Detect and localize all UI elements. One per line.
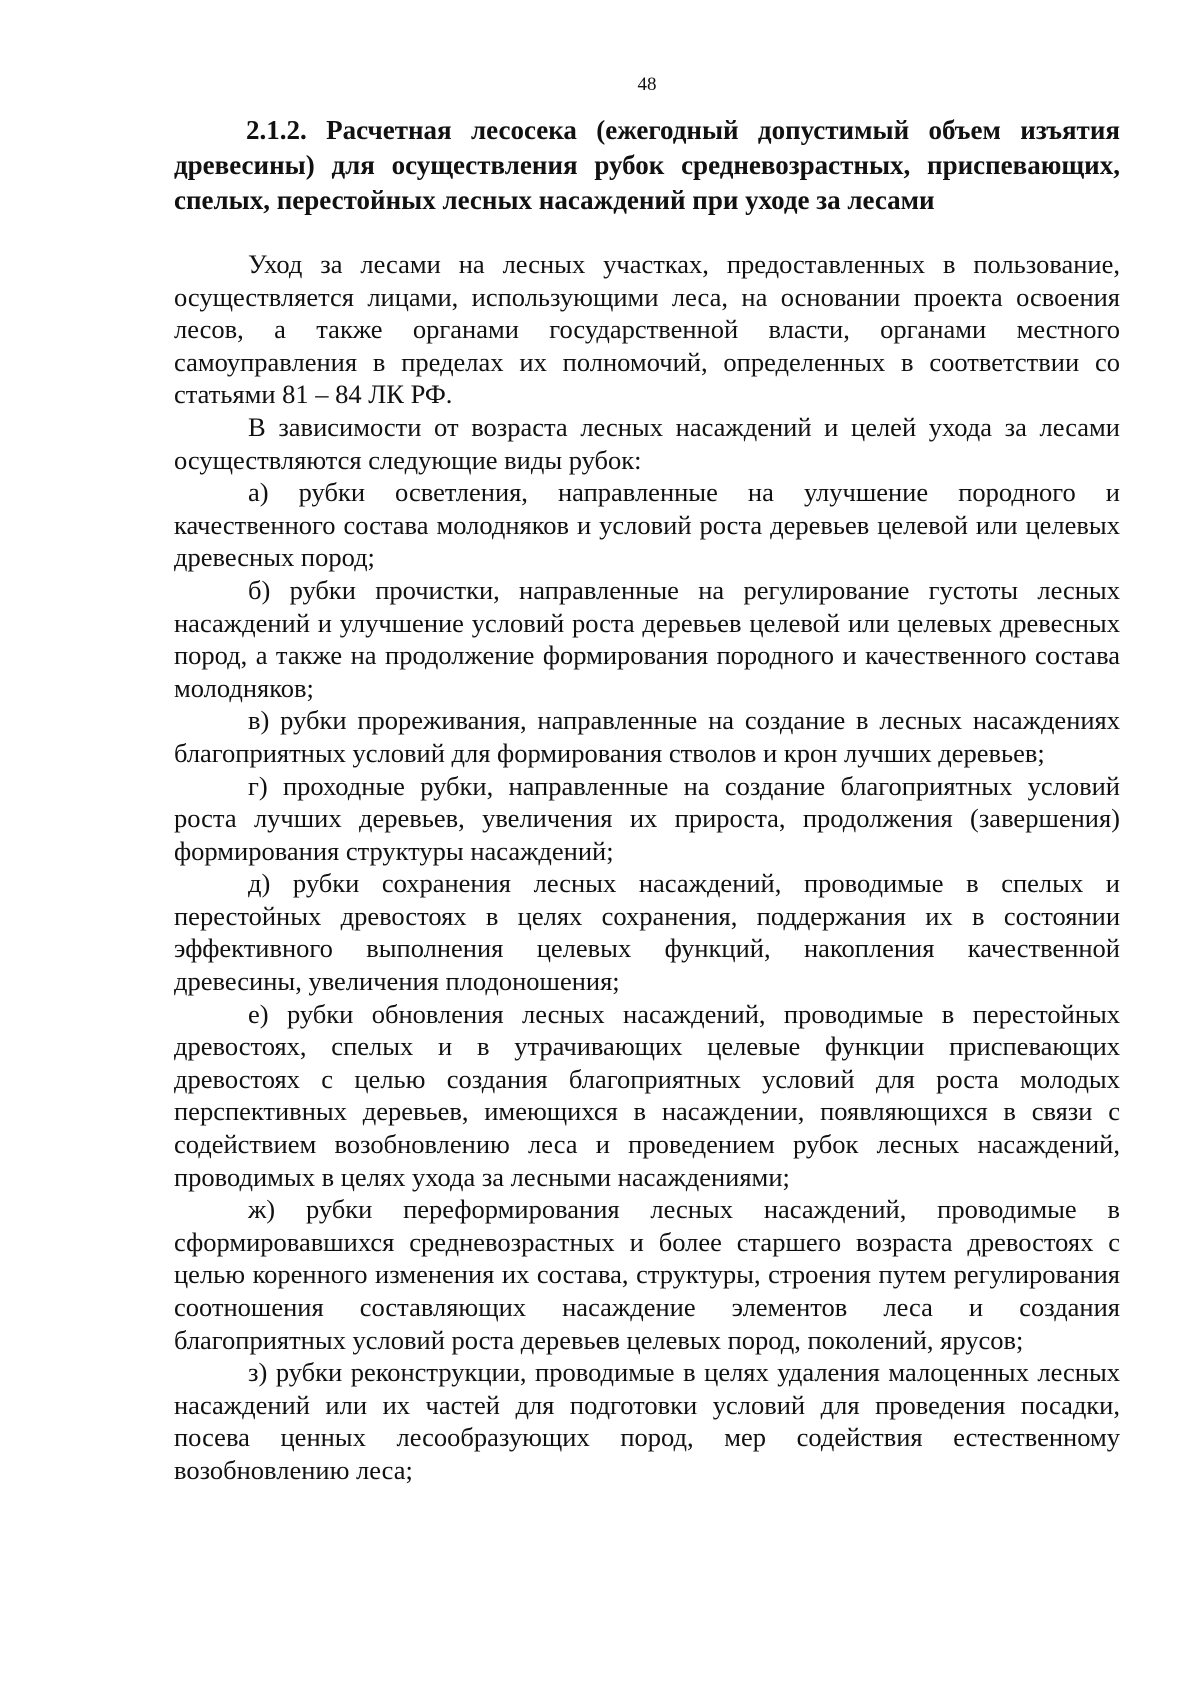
paragraph-types-intro: В зависимости от возраста лесных насаждений и целей ухода за лесами осуществляются следующие виды рубок: xyxy=(174,411,1120,475)
page-number: 48 xyxy=(637,74,657,95)
body-text xyxy=(174,248,1120,1487)
list-item-b: б) рубки прочистки, направленные на регулирование густоты лесных насаждений и улучшение условий роста деревьев целевой или целевых древесных пород, а также на продолжение формирования породного и качественного состава молодняков; xyxy=(174,574,1120,703)
list-item-e: е) рубки обновления лесных насаждений, проводимые в перестойных древостоях, спелых и в утрачивающих целевые функции приспевающих древостоях с целью создания благоприятных условий для роста молодых перспективных деревьев, имеющихся в насаждении, появляющихся в связи с содействием возобновлению леса и проведением рубок лесных насаждений, проводимых в целях ухода за лесными насаждениями; xyxy=(174,998,1120,1192)
list-item-d: д) рубки сохранения лесных насаждений, проводимые в спелых и перестойных древостоях в целях сохранения, поддержания их в состоянии эффективного выполнения целевых функций, накопления качественной древесины, увеличения плодоношения; xyxy=(174,868,1120,997)
list-item-v: в) рубки прореживания, направленные на создание в лесных насаждениях благоприятных условий для формирования стволов и крон лучших деревьев; xyxy=(174,705,1120,768)
list-item-zh: ж) рубки переформирования лесных насаждений, проводимые в сформировавшихся средневозрастных и более старшего возраста древостоях с целью коренного изменения их состава, структуры, строения путем регулирования соотношения составляющих насаждение элементов леса и создания благоприятных условий роста деревьев целевых пород, поколений, ярусов; xyxy=(174,1194,1120,1355)
list-item-z: з) рубки реконструкции, проводимые в целях удаления малоценных лесных насаждений или их частей для подготовки условий для проведения посадки, посева ценных лесообразующих пород, мер содействия естественному возобновлению леса; xyxy=(174,1357,1120,1485)
paragraph-intro: Уход за лесами на лесных участках, предоставленных в пользование, осуществляется лицами, использующими леса, на основании проекта освоения лесов, а также органами государственной власти, органами местного самоуправления в пределах их полномочий, определенных в соответствии со статьями 81 – 84 ЛК РФ. xyxy=(174,249,1120,410)
list-item-g: г) проходные рубки, направленные на создание благоприятных условий роста лучших деревьев, увеличения их прироста, продолжения (завершения) формирования структуры насаждений; xyxy=(174,770,1120,866)
section-heading: 2.1.2. Расчетная лесосека (ежегодный допустимый объем изъятия древесины) для осуществления рубок средневозрастных, приспевающих, спелых, перестойных лесных насаждений при уходе за лесами xyxy=(174,115,1120,215)
list-item-a: а) рубки осветления, направленные на улучшение породного и качественного состава молодняков и условий роста деревьев целевой или целевых древесных пород; xyxy=(174,477,1120,573)
